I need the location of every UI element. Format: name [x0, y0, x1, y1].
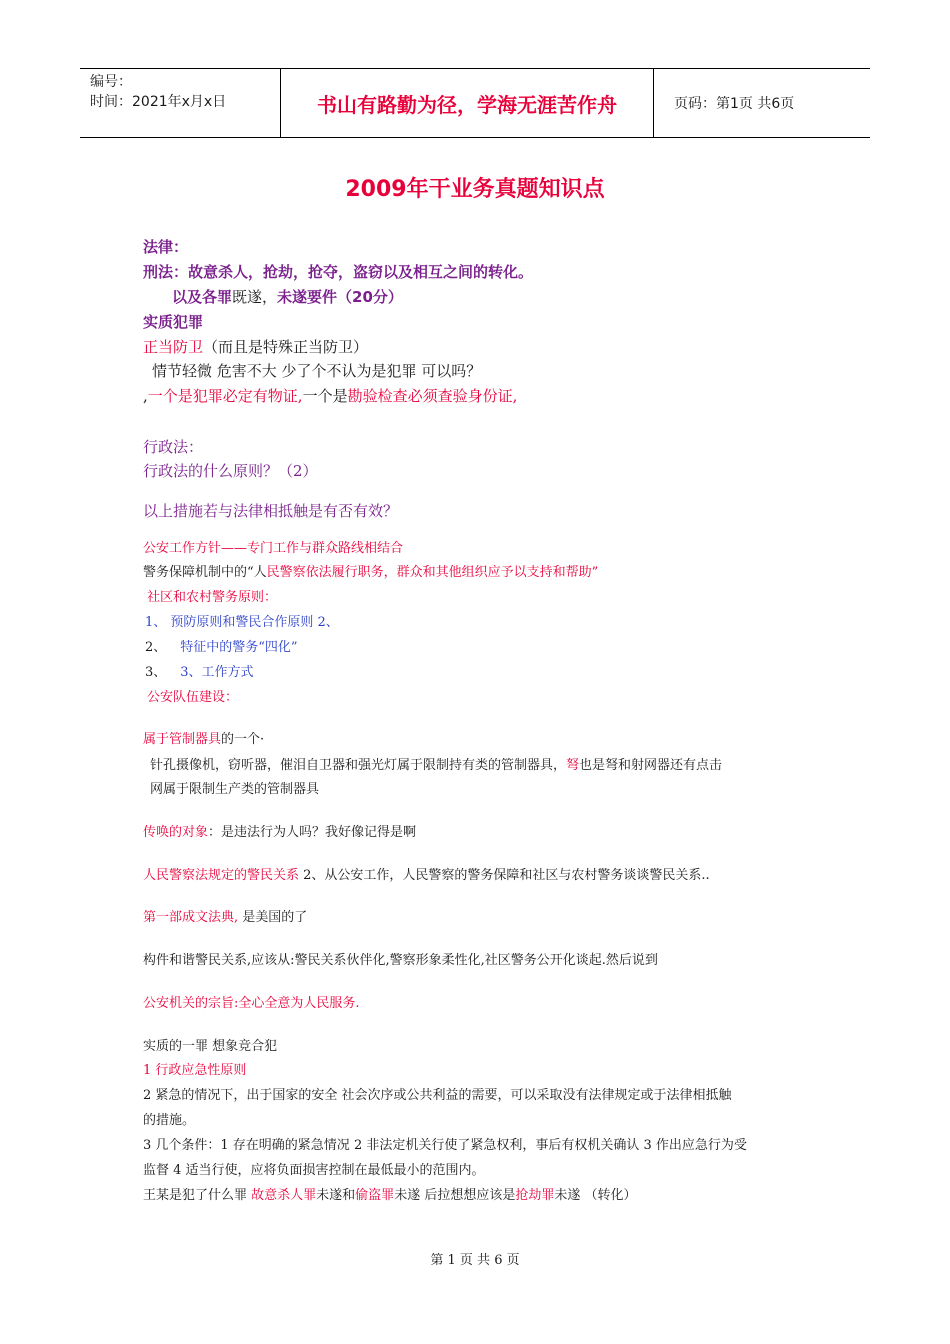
text-line: 3、 3、工作方式 — [145, 665, 254, 680]
text-line: 监督 4 适当行使，应将负面损害控制在最低最小的范围内。 — [143, 1163, 485, 1178]
text-line: 刑法：故意杀人，抢劫，抢夺，盗窃以及相互之间的转化。 — [143, 263, 534, 281]
time-label: 时间：2021年x月x日 — [90, 94, 227, 110]
text-line: 传唤的对象：是违法行为人吗？我好像记得是啊 — [143, 825, 417, 840]
text-line: 警务保障机制中的“人民警察依法履行职务，群众和其他组织应予以支持和帮助” — [143, 565, 599, 580]
text-line: 公安工作方针——专门工作与群众路线相结合 — [143, 541, 404, 556]
text-line: 1 行政应急性原则 — [143, 1063, 247, 1078]
text-line: 公安队伍建设： — [147, 690, 239, 705]
text-line: 公安机关的宗旨:全心全意为人民服务. — [143, 996, 360, 1011]
motto: 书山有路勤为径，学海无涯苦作舟 — [281, 69, 654, 137]
document-title: 2009年干业务真题知识点 — [345, 177, 605, 202]
text-line: 人民警察法规定的警民关系 2、从公安工作，人民警察的警务保障和社区与农村警务谈谈警民关系.. — [143, 868, 710, 883]
code-label: 编号： — [90, 74, 132, 90]
text-line: 以及各罪既遂，未遂要件（20分） — [172, 288, 403, 306]
text-line: 情节轻微 危害不大 少了个不认为是犯罪 可以吗？ — [152, 362, 482, 380]
text-line: 实质的一罪 想象竞合犯 — [143, 1039, 278, 1054]
text-line: 法律： — [143, 238, 189, 256]
header-meta — [80, 69, 281, 137]
text-line: 1、 预防原则和警民合作原则 2、 — [145, 615, 339, 630]
text-line: 行政法的什么原则？（2） — [143, 462, 318, 480]
text-line: 第一部成文法典, 是美国的了 — [143, 910, 308, 925]
text-line: 正当防卫（而且是特殊正当防卫） — [143, 338, 369, 356]
text-line: 针孔摄像机，窃听器，催泪自卫器和强光灯属于限制持有类的管制器具，弩也是弩和射网器还有点击 — [150, 758, 723, 773]
text-line: 行政法： — [143, 438, 204, 456]
text-line: 的措施。 — [143, 1113, 196, 1128]
text-line: ,一个是犯罪必定有物证,一个是勘验检查必须查验身份证, — [143, 387, 518, 405]
text-line: 社区和农村警务原则： — [147, 590, 278, 605]
text-line: 王某是犯了什么罪 故意杀人罪未遂和偷盗罪未遂 后拉想想应该是抢劫罪未遂 （转化） — [143, 1188, 637, 1203]
text-line: 属于管制器具的一个· — [143, 732, 265, 747]
text-line: 以上措施若与法律相抵触是有否有效？ — [143, 502, 399, 520]
text-line: 2、 特征中的警务“四化” — [145, 640, 298, 655]
text-line: 网属于限制生产类的管制器具 — [150, 782, 320, 797]
page-footer: 第 1 页 共 6 页 — [430, 1253, 520, 1268]
text-line: 2 紧急的情况下，出于国家的安全 社会次序或公共利益的需要，可以采取没有法律规定或于法律相抵触 — [143, 1088, 732, 1103]
text-line: 3 几个条件：1 存在明确的紧急情况 2 非法定机关行使了紧急权利，事后有权机关确认 3 作出应急行为受 — [143, 1138, 747, 1153]
text-line: 构件和谐警民关系,应该从:警民关系伙伴化,警察形象柔性化,社区警务公开化谈起.然后说到 — [143, 953, 658, 968]
header-table — [80, 68, 870, 138]
page-info: 页码：第1页 共6页 — [674, 96, 795, 112]
text-line: 实质犯罪 — [143, 313, 204, 331]
